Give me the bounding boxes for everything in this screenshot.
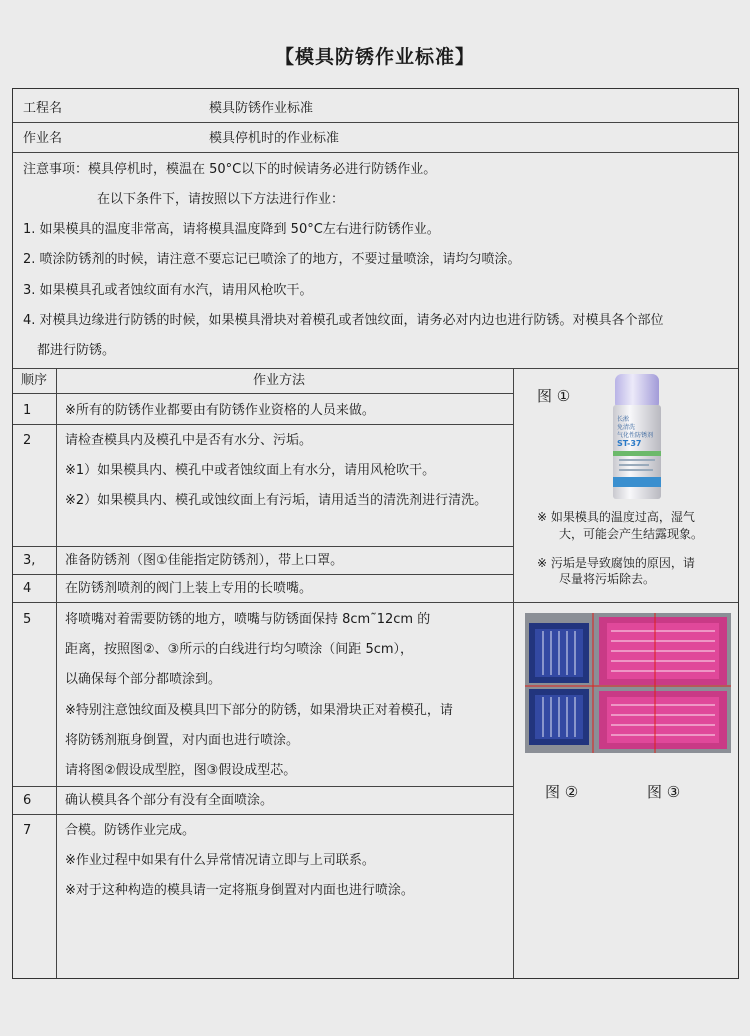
work-name-value: 模具停机时的作业标准: [209, 131, 340, 146]
step-line: 确认模具各个部分有没有全面喷涂。: [65, 793, 274, 808]
can-cap: [615, 374, 659, 410]
step-seq: 2: [23, 433, 32, 448]
figure-3-core: [599, 617, 727, 749]
rule-seq-col: [56, 368, 57, 978]
step-seq: 5: [23, 612, 32, 627]
step-line: ※2）如果模具内、模孔或蚀纹面上有污垢，请用适当的清洗剂进行清洗。: [65, 493, 488, 508]
can-blue-band: [613, 477, 661, 487]
figure-1-note-1-cont: 大，可能会产生结露现象。: [559, 527, 704, 541]
step-line: 合模。防锈作业完成。: [65, 823, 196, 838]
step-seq: 3,: [23, 553, 36, 568]
rule-step-1: [13, 424, 513, 425]
figure-1-note-2-cont: 尽量将污垢除去。: [559, 572, 656, 586]
rule-header-1: [13, 122, 738, 123]
step-line: 在防锈剂喷剂的阀门上装上专用的长喷嘴。: [65, 581, 313, 596]
step-line: 距离，按照图②、③所示的白线进行均匀喷涂（间距 5cm），: [65, 642, 414, 657]
note-item-2: 2. 喷涂防锈剂的时候，请注意不要忘记已喷涂了的地方，不要过量喷涂，请均匀喷涂。: [23, 252, 521, 267]
figure-3-label: 图 ③: [647, 783, 681, 801]
step-line: 请检查模具内及模孔中是否有水分、污垢。: [65, 433, 313, 448]
rule-figure-col: [513, 368, 514, 978]
rule-header-2: [13, 152, 738, 153]
step-seq: 1: [23, 403, 32, 418]
work-name-label: 作业名: [23, 131, 63, 146]
note-item-4: 4. 对模具边缘进行防锈的时候，如果模具滑块对着模孔或者蚀纹面，请务必对内边也进行防锈。对模具各个部位: [23, 313, 664, 328]
note-conditions: 在以下条件下，请按照以下方法进行作业：: [97, 192, 345, 207]
step-line: ※作业过程中如果有什么异常情况请立即与上司联系。: [65, 853, 375, 868]
page-title: 【模具防锈作业标准】: [274, 46, 475, 68]
rule-table-head: [13, 393, 513, 394]
figure-1-label: 图 ①: [537, 387, 571, 405]
rule-step-3: [13, 574, 513, 575]
step-line: ※特别注意蚀纹面及模具凹下部分的防锈，如果滑块正对着模孔，请: [65, 703, 453, 718]
rule-step-4: [13, 602, 738, 603]
step-seq: 7: [23, 823, 32, 838]
step-line: 准备防锈剂（图①佳能指定防锈剂），带上口罩。: [65, 553, 344, 568]
can-label-line: 长淞: [617, 416, 630, 423]
figure-2-label: 图 ②: [545, 783, 579, 801]
rule-notes-end: [13, 368, 738, 369]
can-label-line: 气化性防锈剂: [617, 432, 654, 439]
can-label-line: ST-37: [617, 439, 642, 448]
note-main: 注意事项：模具停机时，模温在 50°C以下的时候请务必进行防锈作业。: [23, 162, 437, 177]
col-header-seq: 顺序: [21, 373, 48, 388]
standard-form: [12, 88, 739, 979]
step-line: 以确保每个部分都喷涂到。: [65, 672, 222, 687]
can-label-line: 免清洗: [617, 424, 636, 431]
note-item-3: 3. 如果模具孔或者蚀纹面有水汽，请用风枪吹干。: [23, 283, 313, 298]
note-item-4-cont: 都进行防锈。: [37, 343, 116, 358]
step-line: ※1）如果模具内、模孔中或者蚀纹面上有水分，请用风枪吹干。: [65, 463, 436, 478]
step-line: 请将图②假设成型腔，图③假设成型芯。: [65, 763, 297, 778]
step-seq: 6: [23, 793, 32, 808]
figure-1-note-2: ※ 污垢是导致腐蚀的原因，请: [537, 556, 695, 570]
col-header-method: 作业方法: [253, 373, 306, 388]
rule-step-2: [13, 546, 513, 547]
figure-1-note-1: ※ 如果模具的温度过高，湿气: [537, 510, 695, 524]
rule-step-5: [13, 786, 513, 787]
mold-spray-diagram: [525, 613, 731, 753]
step-line: 将喷嘴对着需要防锈的地方，喷嘴与防锈面保持 8cm˜12cm 的: [65, 612, 431, 627]
step-line: ※对于这种构造的模具请一定将瓶身倒置对内面也进行喷涂。: [65, 883, 414, 898]
project-name-value: 模具防锈作业标准: [209, 101, 314, 116]
note-item-1: 1. 如果模具的温度非常高，请将模具温度降到 50°C左右进行防锈作业。: [23, 222, 440, 237]
step-line: 将防锈剂瓶身倒置，对内面也进行喷涂。: [65, 733, 300, 748]
project-name-label: 工程名: [23, 101, 63, 116]
step-seq: 4: [23, 581, 32, 596]
rule-step-6: [13, 814, 513, 815]
can-label: [617, 416, 661, 448]
step-line: ※所有的防锈作业都要由有防锈作业资格的人员来做。: [65, 403, 375, 418]
can-green-stripe: [613, 451, 661, 456]
